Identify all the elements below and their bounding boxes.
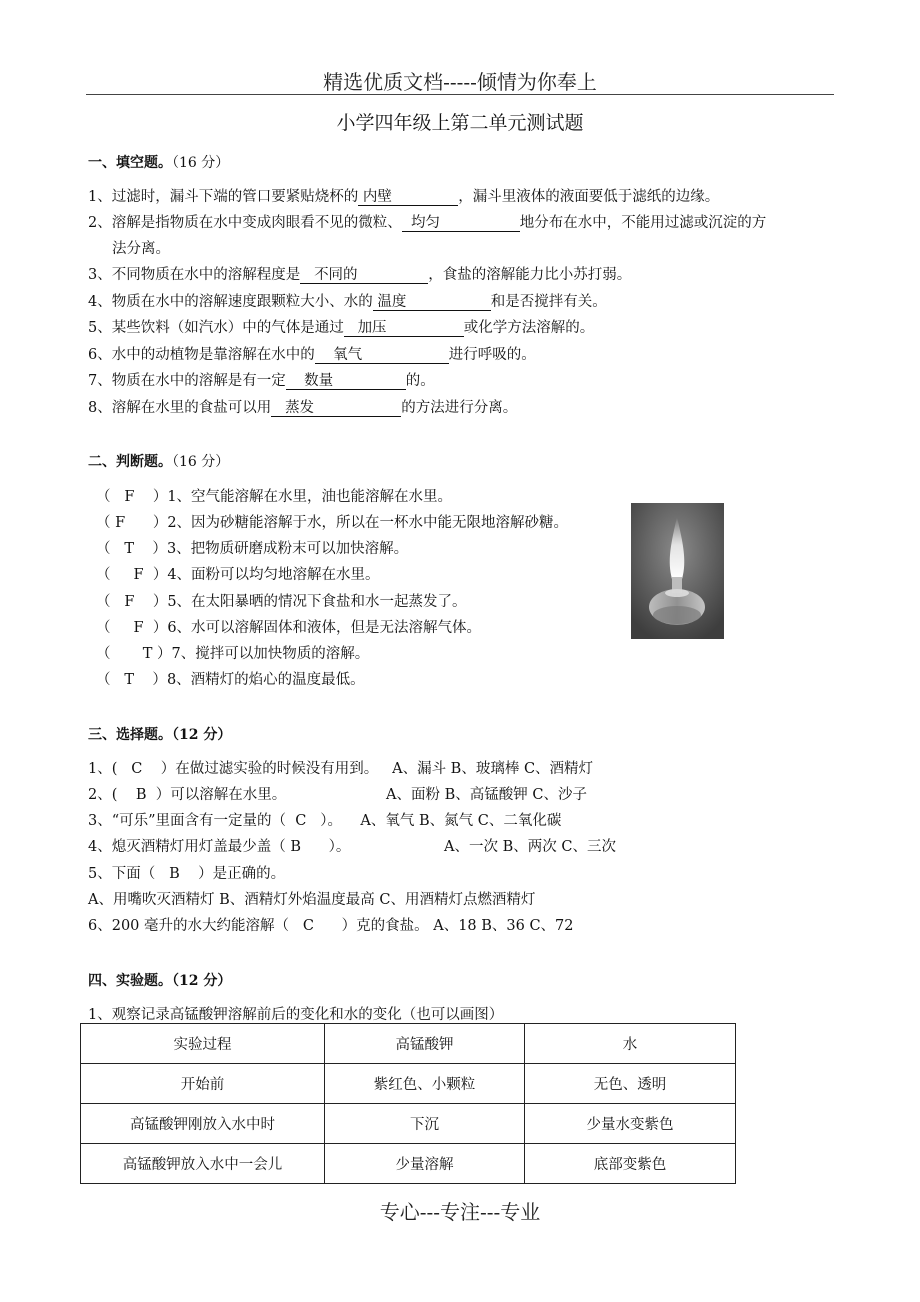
answer-text: 数量	[304, 373, 334, 389]
fill-item-4	[88, 290, 607, 311]
choice-text: ）。	[328, 839, 351, 855]
judge-answer: T	[142, 646, 153, 662]
fill-answer-7	[286, 374, 406, 390]
header-rule	[86, 94, 834, 95]
choice-options: A、漏斗 B、玻璃棒 C、酒精灯	[392, 761, 594, 777]
experiment-table	[80, 1023, 736, 1184]
fill-item-2	[88, 211, 766, 232]
fill-text: 2、溶解是指物质在水中变成肉眼看不见的微粒、	[88, 215, 402, 231]
choice-item-2	[88, 783, 286, 804]
judge-item-4: （ F ）4、面粉可以均匀地溶解在水里。	[96, 567, 380, 583]
table-row	[81, 1104, 736, 1144]
judge-answer: F	[115, 515, 126, 531]
table-header-cell: 高锰酸钾	[325, 1024, 525, 1064]
choice-item-3	[88, 809, 561, 830]
answer-text: 蒸发	[285, 400, 315, 416]
answer-text: 均匀	[410, 215, 440, 231]
judge-text: 6、水可以溶解固体和液体，但是无法溶解气体。	[167, 620, 482, 636]
fill-text: 进行呼吸的。	[448, 347, 536, 363]
choice-answer: B	[290, 839, 301, 855]
table-cell: 下沉	[325, 1104, 525, 1144]
alcohol-lamp-image	[631, 503, 724, 639]
table-header-cell: 实验过程	[81, 1024, 325, 1064]
fill-text: 的。	[405, 373, 435, 389]
choice-item-5	[88, 862, 285, 883]
choice-text: 3、“可乐”里面含有一定量的（	[88, 813, 287, 829]
choice-answer: B	[169, 866, 180, 882]
fill-text: ，食盐的溶解能力比小苏打弱。	[428, 267, 632, 283]
judge-text: 7、搅拌可以加快物质的溶解。	[171, 646, 370, 662]
choice-options-4: A、一次 B、两次 C、三次	[444, 839, 616, 855]
fill-text: 7、物质在水中的溶解是有一定	[88, 373, 286, 389]
judge-text: 5、在太阳暴晒的情况下食盐和水一起蒸发了。	[167, 594, 467, 610]
fill-answer-2	[402, 216, 520, 232]
choice-answer: C	[295, 813, 307, 829]
fill-answer-6	[315, 348, 449, 364]
section2-heading-text: 二、判断题。	[88, 454, 172, 470]
judge-answer: F	[124, 489, 135, 505]
fill-text: 和是否搅拌有关。	[490, 294, 607, 310]
judge-item-8: （ T ）8、酒精灯的焰心的温度最低。	[96, 672, 365, 688]
judge-answer: F	[133, 567, 144, 583]
fill-text: 1、过滤时，漏斗下端的管口要紧贴烧杯的	[88, 189, 359, 205]
table-cell: 开始前	[81, 1064, 325, 1104]
choice-answer: C	[302, 918, 314, 934]
fill-text: ，漏斗里液体的液面要低于滤纸的边缘。	[458, 189, 720, 205]
judge-item-2: （ F ）2、因为砂糖能溶解于水，所以在一杯水中能无限地溶解砂糖。	[96, 515, 569, 531]
choice-text: 2、(	[88, 787, 118, 803]
fill-text: 5、某些饮料（如汽水）中的气体是通过	[88, 320, 344, 336]
choice-options: A、氧气 B、氮气 C、二氧化碳	[360, 813, 562, 829]
table-cell: 底部变紫色	[525, 1144, 736, 1184]
fill-answer-1	[358, 190, 458, 206]
judge-item-1: （ F ）1、空气能溶解在水里，油也能溶解在水里。	[96, 489, 453, 505]
choice-text: 4、熄灭酒精灯用灯盖最少盖（	[88, 839, 286, 855]
table-cell: 紫红色、小颗粒	[325, 1064, 525, 1104]
fill-item-2-cont: 法分离。	[112, 241, 170, 257]
fill-text: 8、溶解在水里的食盐可以用	[88, 400, 272, 416]
choice-text: ）在做过滤实验的时候没有用到。	[160, 761, 379, 777]
table-header-cell: 水	[525, 1024, 736, 1064]
fill-text: 6、水中的动植物是靠溶解在水中的	[88, 347, 315, 363]
section4-heading: 四、实验题。（12 分）	[88, 973, 232, 989]
judge-item-7: （ T ）7、搅拌可以加快物质的溶解。	[96, 646, 370, 662]
fill-text: 地分布在水中，不能用过滤或沉淀的方	[519, 215, 767, 231]
section2-heading	[88, 451, 229, 471]
answer-text: 氧气	[333, 347, 363, 363]
choice-item-6	[88, 914, 574, 935]
page-title: 小学四年级上第二单元测试题	[336, 112, 584, 134]
choice-text: ）。	[320, 813, 342, 829]
answer-text: 温度	[377, 294, 407, 310]
choice-item-5-options: A、用嘴吹灭酒精灯 B、酒精灯外焰温度最高 C、用酒精灯点燃酒精灯	[88, 892, 536, 908]
fill-text: 3、不同物质在水中的溶解程度是	[88, 267, 301, 283]
choice-answer: B	[135, 787, 147, 803]
answer-text: 不同的	[314, 267, 358, 283]
table-cell: 无色、透明	[525, 1064, 736, 1104]
judge-text: 1、空气能溶解在水里，油也能溶解在水里。	[167, 489, 453, 505]
alcohol-lamp-svg	[631, 503, 724, 639]
table-header-row	[81, 1024, 736, 1064]
fill-answer-8	[271, 401, 401, 417]
choice-item-1	[88, 757, 593, 778]
fill-item-8	[88, 396, 517, 417]
judge-answer: T	[124, 672, 134, 688]
fill-item-6	[88, 343, 536, 364]
choice-text: 6、200 毫升的水大约能溶解（	[88, 918, 290, 934]
choice-text: ）克的食盐。	[341, 918, 429, 934]
choice-text: ）是正确的。	[198, 866, 286, 882]
table-cell: 少量溶解	[325, 1144, 525, 1184]
judge-text: 4、面粉可以均匀地溶解在水里。	[167, 567, 380, 583]
section1-score: （16 分）	[172, 155, 230, 171]
choice-text: 5、下面（	[88, 866, 156, 882]
page-footer: 专心---专注---专业	[379, 1200, 541, 1224]
choice-options-2: A、面粉 B、高锰酸钾 C、沙子	[386, 787, 587, 803]
choice-item-4	[88, 835, 350, 856]
judge-answer: F	[133, 620, 144, 636]
experiment-question-1: 1、观察记录高锰酸钾溶解前后的变化和水的变化（也可以画图）	[88, 1007, 504, 1023]
answer-text: 加压	[357, 320, 387, 336]
fill-answer-4	[373, 295, 491, 311]
judge-text: 3、把物质研磨成粉末可以加快溶解。	[166, 541, 409, 557]
judge-item-6: （ F ）6、水可以溶解固体和液体，但是无法溶解气体。	[96, 620, 482, 636]
section1-heading-text: 一、填空题。	[88, 155, 172, 171]
choice-answer: C	[131, 761, 143, 777]
fill-answer-3	[300, 268, 428, 284]
judge-item-5: （ F ）5、在太阳暴晒的情况下食盐和水一起蒸发了。	[96, 594, 467, 610]
table-cell: 少量水变紫色	[525, 1104, 736, 1144]
section2-score: （16 分）	[172, 454, 230, 470]
table-cell: 高锰酸钾放入水中一会儿	[81, 1144, 325, 1184]
judge-item-3: （ T ）3、把物质研磨成粉末可以加快溶解。	[96, 541, 409, 557]
judge-answer: F	[124, 594, 135, 610]
fill-text: 的方法进行分离。	[401, 400, 518, 416]
section3-heading: 三、选择题。（12 分）	[88, 727, 232, 743]
fill-item-3	[88, 263, 631, 284]
fill-item-7	[88, 369, 435, 390]
judge-answer: T	[124, 541, 134, 557]
choice-options: A、18 B、36 C、72	[433, 918, 574, 934]
table-row	[81, 1144, 736, 1184]
fill-text: 4、物质在水中的溶解速度跟颗粒大小、水的	[88, 294, 373, 310]
choice-text: 1、(	[88, 761, 118, 777]
answer-text: 内壁	[362, 189, 392, 205]
section1-heading	[88, 152, 229, 172]
fill-answer-5	[344, 321, 464, 337]
choice-text: ）可以溶解在水里。	[155, 787, 287, 803]
fill-item-5	[88, 316, 594, 337]
table-cell: 高锰酸钾刚放入水中时	[81, 1104, 325, 1144]
fill-item-1	[88, 185, 719, 206]
judge-text: 2、因为砂糖能溶解于水，所以在一杯水中能无限地溶解砂糖。	[167, 515, 569, 531]
table-row	[81, 1064, 736, 1104]
judge-text: 8、酒精灯的焰心的温度最低。	[166, 672, 365, 688]
fill-text: 或化学方法溶解的。	[463, 320, 595, 336]
page-header: 精选优质文档-----倾情为你奉上	[323, 70, 597, 94]
